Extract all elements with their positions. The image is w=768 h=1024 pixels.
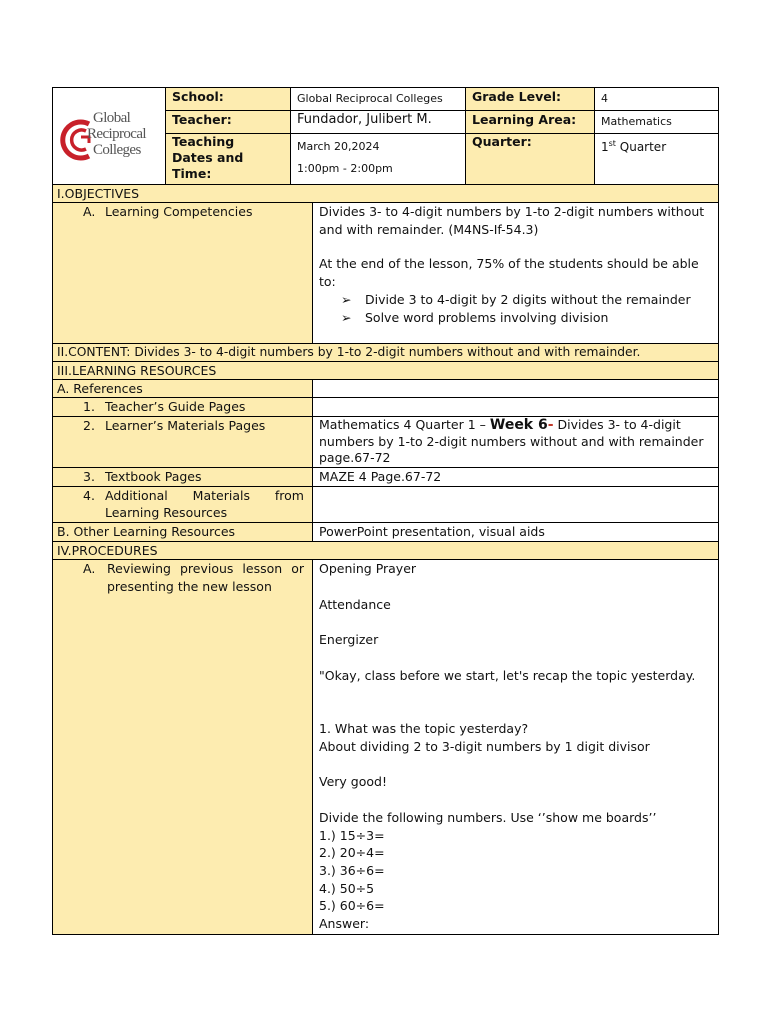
objective-bullet (319, 291, 712, 309)
textbook-value-cell (312, 467, 719, 487)
dates-label-line1: Teaching (172, 134, 235, 149)
additional-label-cell (52, 486, 313, 523)
exercise-item: 3.) 36÷6= (319, 863, 385, 879)
resources-header (52, 361, 719, 380)
references-value-cell (312, 379, 719, 398)
objective-bullet (319, 309, 712, 327)
area-value: Mathematics (601, 115, 672, 128)
dates-label-line2: Dates and (172, 150, 244, 165)
grade-value: 4 (601, 92, 608, 105)
quarter-suffix: st (608, 139, 616, 148)
school-value: Global Reciprocal Colleges (297, 92, 443, 105)
logo-text-line1: Global (93, 110, 131, 126)
references-label: A. References (57, 381, 143, 396)
teacher-label: Teacher: (172, 112, 232, 127)
tg-num: 1. (83, 399, 95, 414)
additional-num: 4. (83, 488, 95, 503)
review-letter: A. (83, 561, 96, 576)
textbook-num: 3. (83, 469, 95, 484)
recap-line: "Okay, class before we start, let's recap the topic yesterday. (319, 668, 696, 684)
competency-label-cell (52, 202, 313, 344)
lm-label-cell (52, 416, 313, 468)
lm-dash: - (547, 417, 554, 433)
review-label-cell (52, 559, 313, 935)
answer-label: Answer: (319, 916, 370, 932)
college-logo (59, 110, 163, 168)
textbook-label-cell (52, 467, 313, 487)
dates-value-cell (290, 133, 466, 185)
references-label-cell (52, 379, 313, 398)
logo-text-line2: Reciprocal (87, 126, 146, 142)
lm-rest: Divides 3- to 4-digit numbers by 1-to 2-digit numbers without and with remainder page.67-72 (319, 417, 704, 465)
arrow-bullet-icon: ➢ (341, 310, 352, 325)
quarter-number: 1 (601, 140, 609, 154)
tg-label: Teacher’s Guide Pages (105, 399, 246, 414)
arrow-bullet-icon: ➢ (341, 292, 352, 307)
grade-label: Grade Level: (472, 89, 561, 104)
dates-label-line3: Time: (172, 166, 212, 181)
quarter-value-cell (594, 133, 719, 185)
lm-value-cell (312, 416, 719, 468)
exercise-item: 1.) 15÷3= (319, 827, 385, 843)
attendance-line: Attendance (319, 596, 391, 612)
content-header (52, 343, 719, 362)
additional-label: Additional Materials from Learning Resources (105, 488, 304, 520)
textbook-value: MAZE 4 Page.67-72 (319, 469, 442, 484)
quarter-word: Quarter (615, 140, 667, 154)
praise-line: Very good! (319, 774, 387, 790)
lm-week: Week 6 (489, 417, 548, 433)
school-label: School: (172, 89, 224, 104)
objective-bullet-text: Divide 3 to 4-digit by 2 digits without the remainder (365, 292, 691, 307)
question-line: 1. What was the topic yesterday? (319, 720, 529, 736)
additional-value-cell (312, 486, 719, 523)
teacher-value: Fundador, Julibert M. (297, 112, 432, 127)
logo-cell (52, 87, 166, 185)
review-value-cell (312, 559, 719, 935)
objectives-header (52, 184, 719, 203)
review-label: Reviewing previous lesson or presenting the new lesson (107, 561, 304, 594)
energizer-line: Energizer (319, 632, 379, 648)
grade-value-cell (594, 87, 719, 111)
exercise-item: 4.) 50÷5 (319, 880, 375, 896)
teacher-value-cell (290, 110, 466, 134)
content-title: II.CONTENT: Divides 3- to 4-digit numbers by 1-to 2-digit numbers without and with remainder. (57, 345, 641, 359)
time-value: 1:00pm - 2:00pm (297, 162, 393, 175)
quarter-label: Quarter: (472, 134, 532, 149)
goal-text: At the end of the lesson, 75% of the students should be able to: (319, 256, 699, 289)
competency-value-cell (312, 202, 719, 344)
competency-text: Divides 3- to 4-digit numbers by 1-to 2-digit numbers without and with remainder. (M4NS-If-54.3) (319, 204, 705, 237)
lm-label: Learner’s Materials Pages (105, 418, 266, 433)
tg-label-cell (52, 397, 313, 417)
objectives-title: I.OBJECTIVES (57, 186, 140, 201)
procedures-title: IV.PROCEDURES (57, 543, 158, 558)
other-label: B. Other Learning Resources (57, 524, 236, 539)
exercise-item: 5.) 60÷6= (319, 898, 385, 914)
objective-bullet-text: Solve word problems involving division (365, 310, 609, 325)
lm-prefix: Mathematics 4 Quarter 1 – (319, 417, 490, 432)
logo-text-line3: Colleges (93, 142, 141, 158)
quarter-label-cell (465, 133, 595, 185)
exercise-item: 2.) 20÷4= (319, 845, 385, 861)
other-value: PowerPoint presentation, visual aids (319, 524, 545, 539)
procedures-header (52, 541, 719, 560)
dates-label-cell (165, 133, 291, 185)
school-value-cell (290, 87, 466, 111)
school-label-cell (165, 87, 291, 111)
resources-title: III.LEARNING RESOURCES (57, 363, 217, 378)
prayer-line: Opening Prayer (319, 561, 417, 576)
date-value: March 20,2024 (297, 140, 380, 153)
textbook-label: Textbook Pages (105, 469, 202, 484)
lm-num: 2. (83, 418, 95, 433)
area-value-cell (594, 110, 719, 134)
tg-value-cell (312, 397, 719, 417)
answer-line: About dividing 2 to 3-digit numbers by 1 digit divisor (319, 738, 650, 754)
competency-label: Learning Competencies (105, 204, 253, 219)
competency-letter: A. (83, 204, 96, 219)
grade-label-cell (465, 87, 595, 111)
other-label-cell (52, 522, 313, 542)
area-label: Learning Area: (472, 112, 577, 127)
instruction-line: Divide the following numbers. Use ‘’show me boards’’ (319, 809, 657, 825)
teacher-label-cell (165, 110, 291, 134)
area-label-cell (465, 110, 595, 134)
other-value-cell (312, 522, 719, 542)
